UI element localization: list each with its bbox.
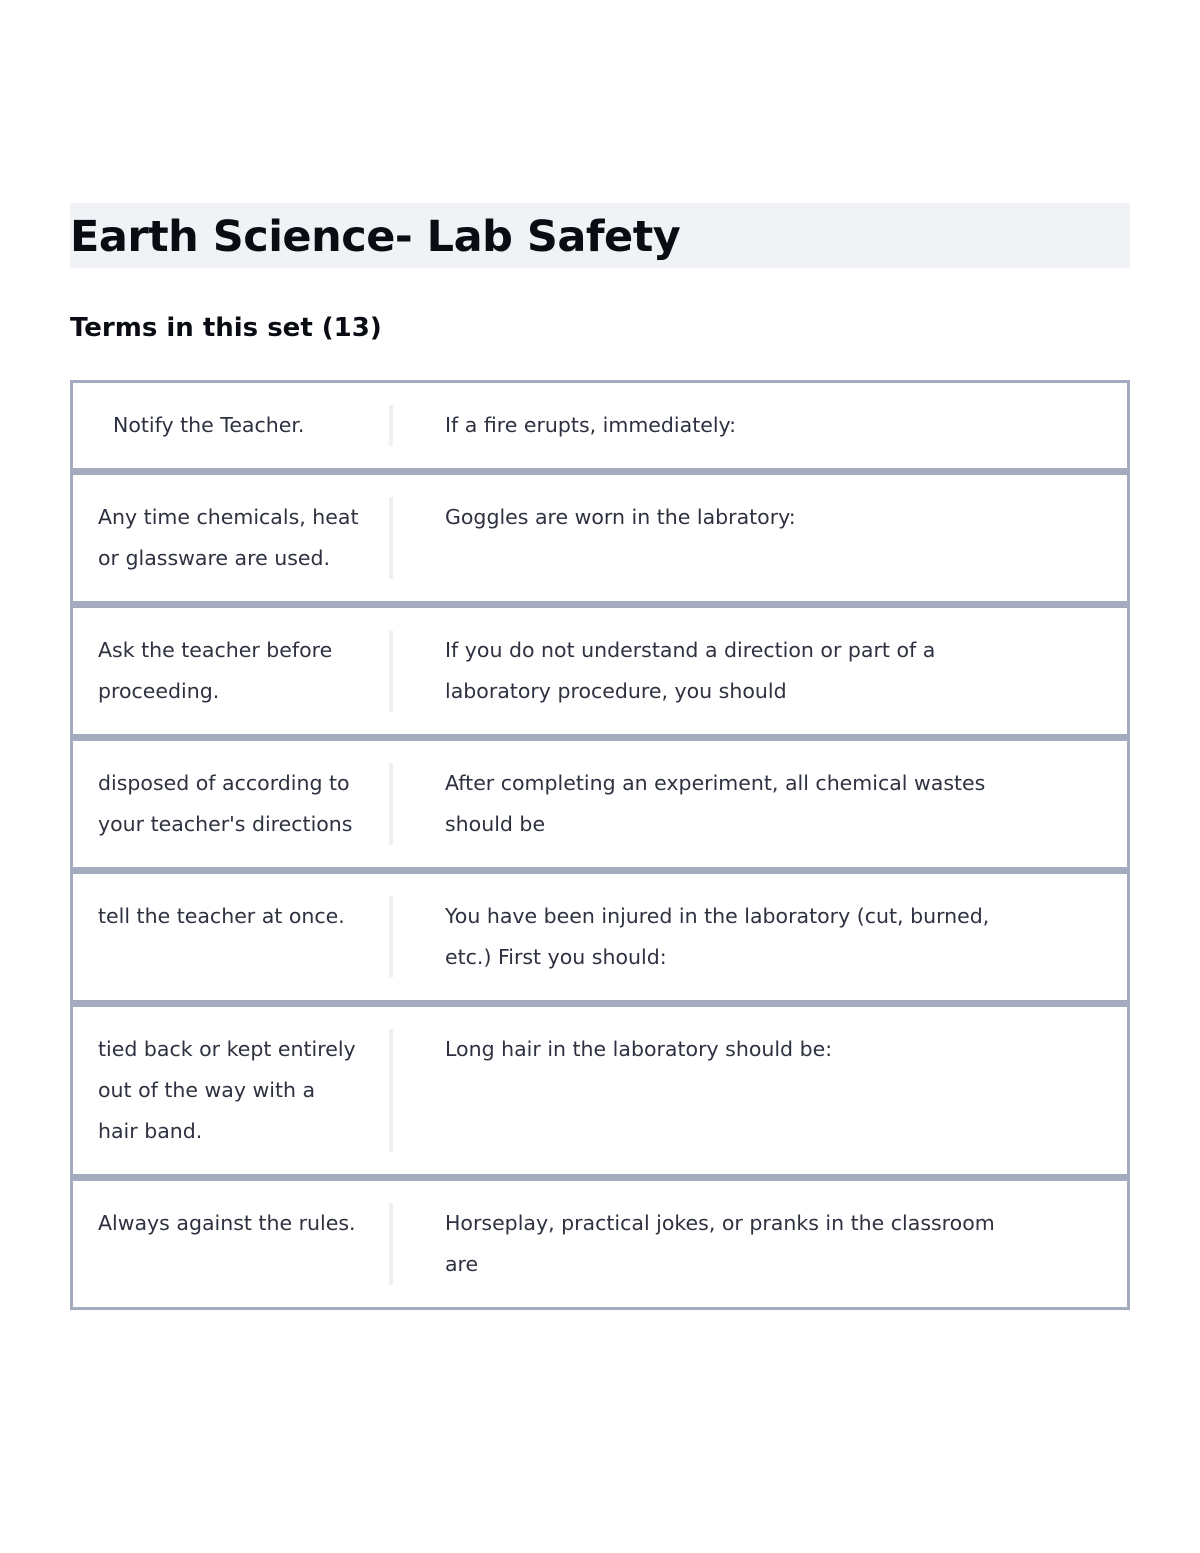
definition-text: Long hair in the laboratory should be: xyxy=(445,1037,833,1061)
term-card xyxy=(70,870,1130,1003)
definition-text: You have been injured in the laboratory (cut, burned, etc.) First you should: xyxy=(445,904,990,969)
term-text: tied back or kept entirely out of the way with a hair band. xyxy=(73,1029,393,1152)
definition-text: If a fire erupts, immediately: xyxy=(445,413,737,437)
terms-list xyxy=(70,380,1130,1310)
term-card xyxy=(70,471,1130,604)
term-text: Any time chemicals, heat or glassware are used. xyxy=(73,497,393,579)
term-text: disposed of according to your teacher's directions xyxy=(73,763,393,845)
term-card xyxy=(70,604,1130,737)
term-text: Notify the Teacher. xyxy=(73,405,393,446)
term-text: Always against the rules. xyxy=(73,1203,393,1285)
definition-text: Goggles are worn in the labratory: xyxy=(445,505,796,529)
term-card xyxy=(70,737,1130,870)
terms-count-heading: Terms in this set (13) xyxy=(70,313,382,343)
term-card xyxy=(70,1177,1130,1310)
term-text: tell the teacher at once. xyxy=(73,896,393,978)
term-text: Ask the teacher before proceeding. xyxy=(73,630,393,712)
term-card xyxy=(70,380,1130,471)
page-title: Earth Science- Lab Safety xyxy=(70,212,681,262)
definition-text: After completing an experiment, all chemical wastes should be xyxy=(445,771,986,836)
definition-text: If you do not understand a direction or part of a laboratory procedure, you should xyxy=(445,638,936,703)
definition-text: Horseplay, practical jokes, or pranks in the classroom are xyxy=(445,1211,995,1276)
term-card xyxy=(70,1003,1130,1177)
